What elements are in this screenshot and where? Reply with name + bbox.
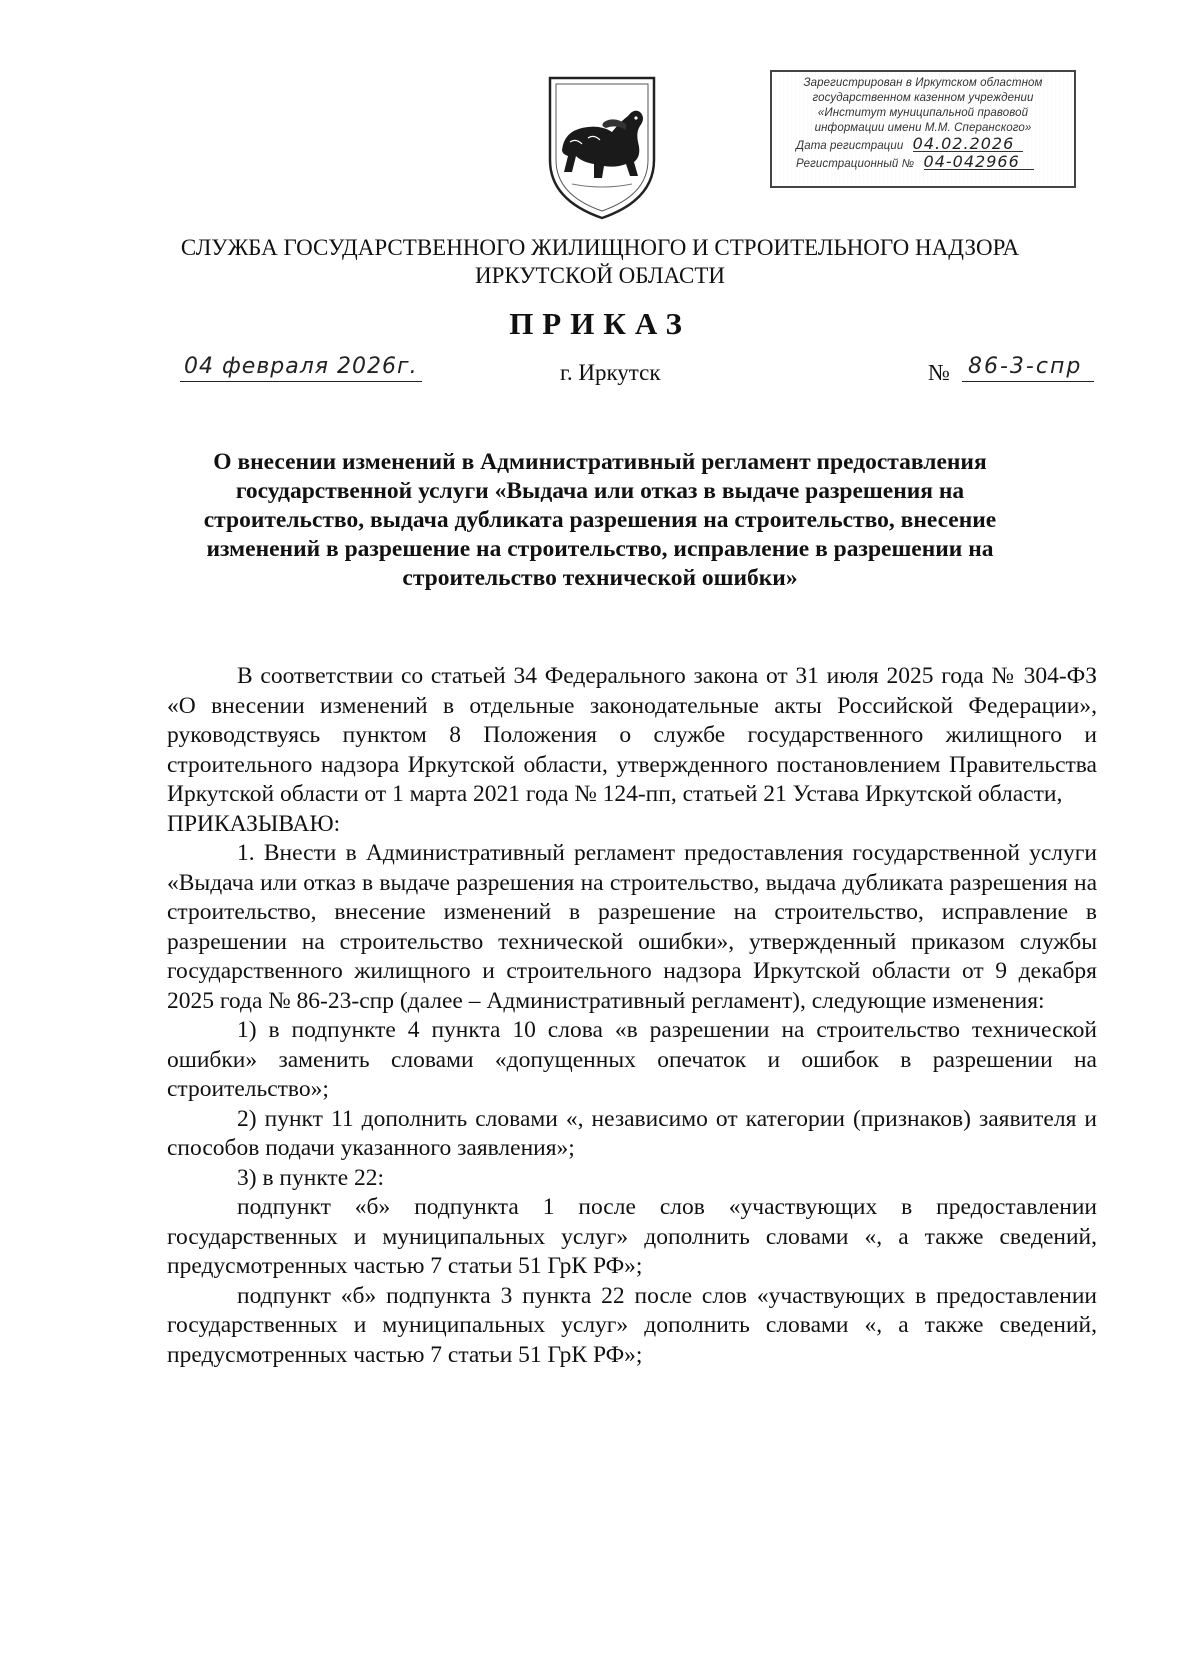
subitem-paragraph: 3) в пункте 22: <box>237 1164 385 1191</box>
organization-line: СЛУЖБА ГОСУДАРСТВЕННОГО ЖИЛИЩНОГО И СТРОИТЕЛЬНОГО НАДЗОРА <box>180 235 1020 260</box>
registration-stamp <box>770 70 1076 188</box>
order-body <box>167 662 1097 1370</box>
stamp-line: «Институт муниципальной правовой <box>817 107 1029 119</box>
stamp-date-row <box>778 136 1068 154</box>
subitem-paragraph: 2) пункт 11 дополнить словами «, независимо от категории (признаков) заявителя и способов подачи указанного заявления»; <box>167 1105 1097 1161</box>
subitem-paragraph: подпункт «б» подпункта 1 после слов «участвующих в предоставлении государственных и муниципальных услуг» дополнить словами «, а также сведений, предусмотренных частью 7 статьи 51 ГрК РФ»; <box>167 1194 1097 1279</box>
subitem-paragraph: подпункт «б» подпункта 3 пункта 22 после слов «участвующих в предоставлении государственных и муниципальных услуг» дополнить словами «, а также сведений, предусмотренных частью 7 статьи 51 ГрК РФ»; <box>167 1282 1097 1368</box>
organization-name <box>100 234 1100 290</box>
preamble-paragraph: В соответствии со статьей 34 Федерального закона от 31 июля 2025 года № 304-ФЗ «О внесении изменений в отдельные законодательные акты Российской Федерации», руководствуясь пунктом 8 Положения о службе государственного жилищного и строительного надзора Иркутской области, утвержденного постановлением Правительства Иркутской области от 1 марта 2021 года № 124-пп, статьей 21 Устава Иркутской области, <box>167 663 1097 807</box>
document-type-title: ПРИКАЗ <box>509 306 691 341</box>
handwritten-date: 04 февраля 2026г. <box>180 354 422 382</box>
number-label: № <box>928 360 950 385</box>
coat-of-arms-icon <box>542 72 662 222</box>
city: г. Иркутск <box>560 360 661 385</box>
stamp-reg-row <box>778 154 1068 172</box>
order-subject: О внесении изменений в Административный регламент предоставления государственной услуги «Выдача или отказ в выдаче разрешения на строительство, выдача дубликата разрешения на строительство, внесение изменений в разрешение на строительство, исправление в разрешении на строительство технической ошибки» <box>203 449 997 591</box>
date-city-number-line <box>0 354 1200 400</box>
stamp-date-label: Дата регистрации <box>796 140 904 152</box>
stamp-reg-label: Регистрационный № <box>796 158 915 170</box>
stamp-line: государственном казенном учреждении <box>812 92 1034 104</box>
handwritten-number: 86-3-спр <box>962 354 1094 382</box>
stamp-date-value: 04.02.2026 <box>913 136 1023 152</box>
item-paragraph: 1. Внести в Административный регламент предоставления государственной услуги «Выдача или отказ в выдаче разрешения на строительство, выдача дубликата разрешения на строительство, внесение изменений в разрешение на строительство, исправление в разрешении на строительство технической ошибки», утвержденный приказом службы государственного жилищного и строительного надзора Иркутской области от 9 декабря 2025 года № 86-23-спр (далее – Административный регламент), следующие изменения: <box>167 840 1097 1014</box>
stamp-reg-value: 04-042966 <box>924 154 1034 170</box>
subitem-paragraph: 1) в подпункте 4 пункта 10 слова «в разрешении на строительство технической ошибки» заменить словами «допущенных опечаток и ошибок в разрешении на строительство»; <box>167 1017 1097 1102</box>
order-word: ПРИКАЗЫВАЮ: <box>167 810 341 837</box>
stamp-line: информации имени М.М. Сперанского» <box>814 122 1032 134</box>
organization-line: ИРКУТСКОЙ ОБЛАСТИ <box>474 263 725 288</box>
stamp-line: Зарегистрирован в Иркутском областном <box>803 77 1043 89</box>
